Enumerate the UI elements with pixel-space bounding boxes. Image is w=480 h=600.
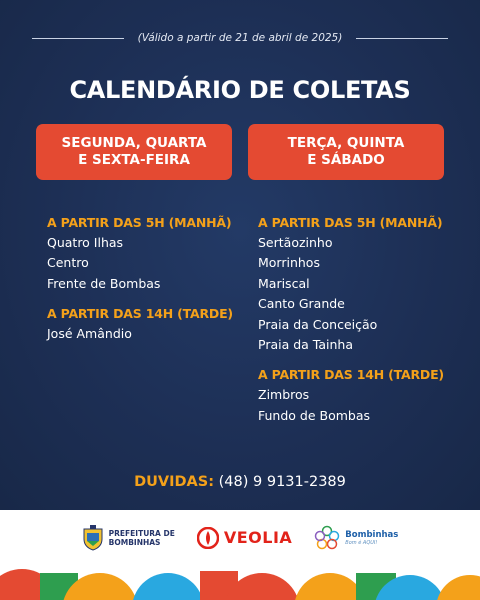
place-item: Mariscal: [258, 275, 310, 291]
veolia-symbol-icon: [197, 527, 219, 549]
days-tag-left-line1: SEGUNDA, QUARTA: [61, 135, 207, 151]
contact-line: [0, 474, 480, 490]
afternoon-label: A PARTIR DAS 14H (TARDE): [258, 367, 444, 383]
page-title: CALENDÁRIO DE COLETAS: [69, 76, 411, 104]
coat-of-arms-icon: [82, 525, 104, 551]
days-tag-left-line2: E SEXTA-FEIRA: [78, 152, 190, 168]
place-item: Frente de Bombas: [47, 275, 161, 291]
schedule-column-right: [258, 213, 458, 426]
veolia-logo: [197, 527, 292, 549]
morning-label: A PARTIR DAS 5H (MANHÃ): [47, 215, 232, 230]
days-tag-right: [248, 124, 444, 180]
prefeitura-line1: PREFEITURA DE: [108, 528, 175, 538]
place-item: Quatro Ilhas: [47, 235, 124, 250]
bombinhas-flower-icon: [314, 525, 340, 551]
place-item: Zimbros: [258, 387, 310, 403]
schedule-column-left: [47, 213, 237, 345]
divider-right: [356, 38, 448, 39]
logo-bar: [0, 510, 480, 565]
place-item: Sertãozinho: [258, 235, 333, 250]
footer-shapes: [0, 565, 480, 600]
validity-text: (Válido a partir de 21 de abril de 2025): [137, 32, 343, 44]
place-item: Praia da Conceição: [258, 316, 378, 332]
decorative-footer: [0, 565, 480, 600]
prefeitura-line2: BOMBINHAS: [108, 537, 161, 547]
veolia-wordmark: VEOLIA: [223, 528, 293, 547]
contact-phone: (48) 9 9131-2389: [218, 474, 346, 490]
divider-left: [32, 38, 124, 39]
place-item: Centro: [47, 255, 89, 271]
prefeitura-logo: [82, 525, 175, 551]
days-tag-right-line2: E SÁBADO: [307, 152, 385, 168]
bombinhas-tagline: Bom é AQUI!: [345, 539, 378, 546]
place-item: José Amândio: [47, 326, 132, 342]
morning-label: A PARTIR DAS 5H (MANHÃ): [258, 215, 443, 230]
bombinhas-name: Bombinhas: [345, 529, 399, 540]
days-tag-left: [36, 124, 232, 180]
contact-label: DUVIDAS:: [134, 474, 215, 490]
place-item: Morrinhos: [258, 255, 320, 271]
validity-row: [0, 29, 480, 47]
place-item: Fundo de Bombas: [258, 407, 371, 423]
afternoon-label: A PARTIR DAS 14H (TARDE): [47, 306, 233, 322]
bombinhas-logo: [314, 525, 398, 551]
place-item: Canto Grande: [258, 296, 345, 312]
days-tag-right-line1: TERÇA, QUINTA: [287, 135, 405, 151]
place-item: Praia da Tainha: [258, 336, 353, 352]
